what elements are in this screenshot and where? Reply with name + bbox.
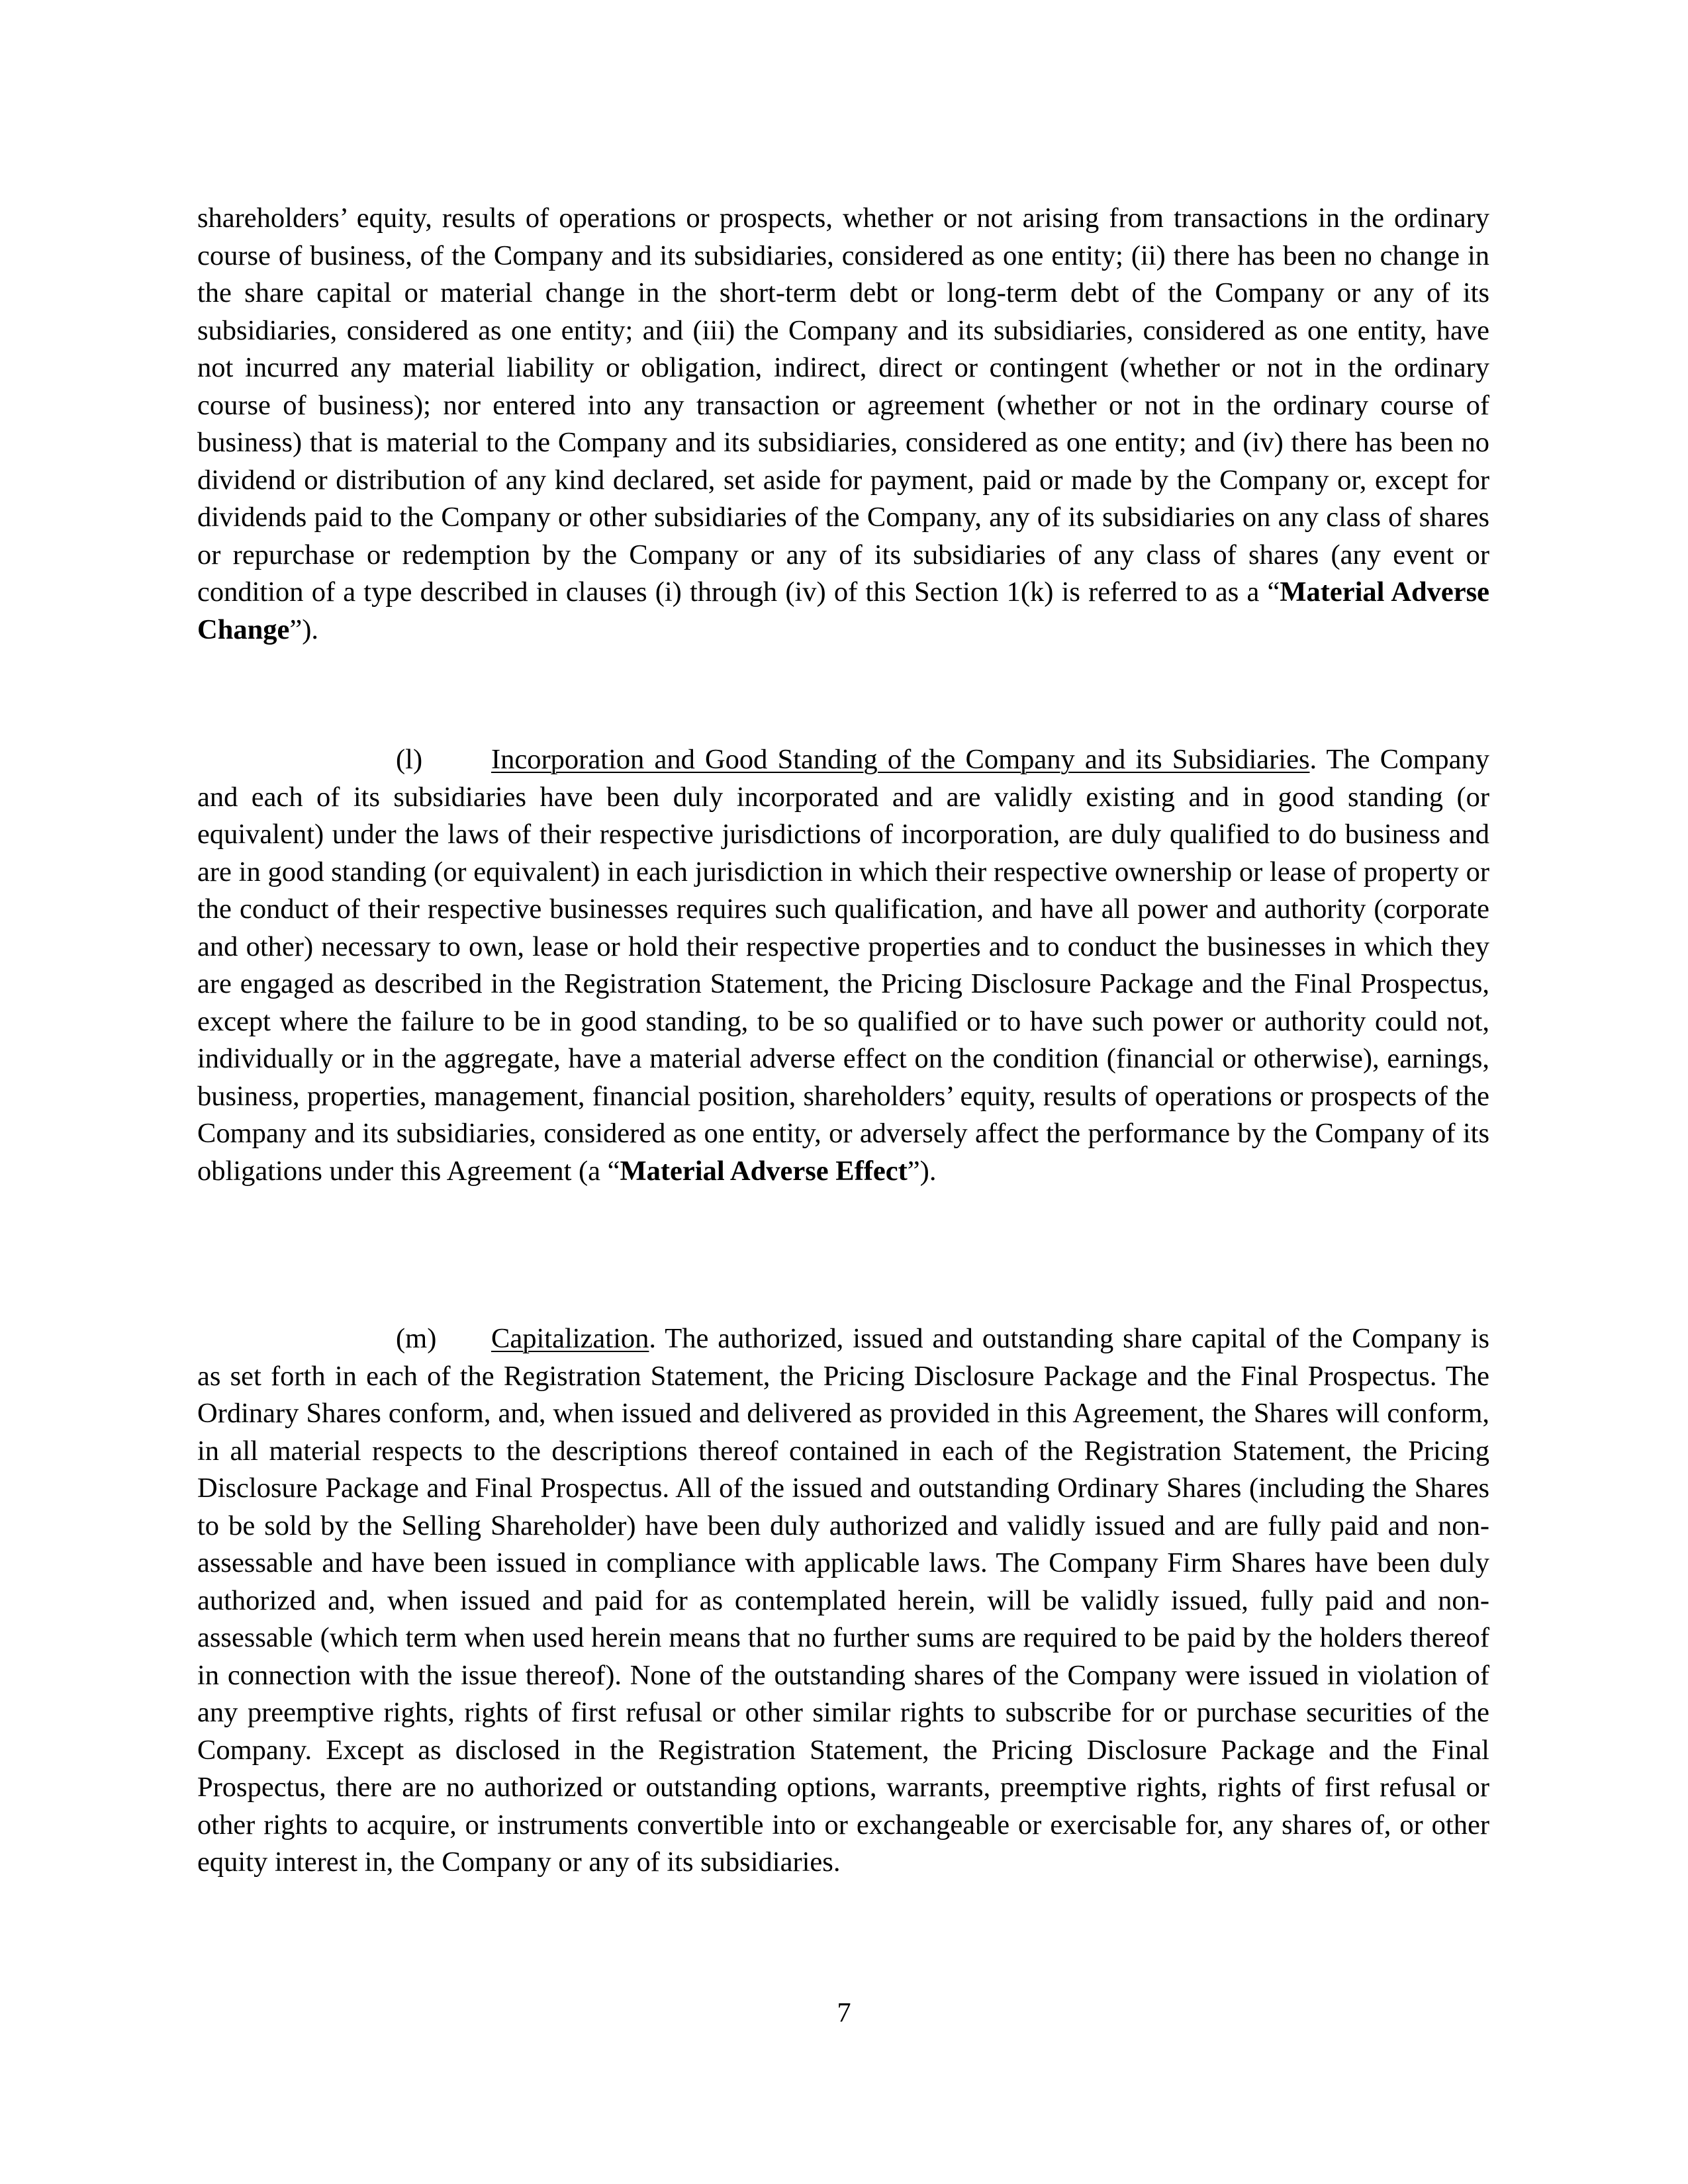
- defined-term-material-adverse-change: Material Adverse Change: [197, 576, 1489, 645]
- section-label: (m): [396, 1323, 437, 1354]
- section-m-capitalization: [197, 1320, 1489, 1882]
- paragraph-text: [197, 200, 1489, 649]
- paragraph-closing: ”).: [907, 1155, 937, 1187]
- section-heading: Incorporation and Good Standing of the Company and its Subsidiaries: [491, 744, 1310, 775]
- paragraph-body: The authorized, issued and outstanding share capital of the Company is as set forth in each of the Registration Statement, the Pricing Disclosure Package and the Final Prospectus. The Ordinary Shares conform, and, when issued and delivered as provided in this Agreement, the Shares will conform, in all material respects to the descriptions thereof contained in each of the Registration Statement, the Pricing Disclosure Package and Final Prospectus. All of the issued and outstanding Ordinary Shares (including the Shares to be sold by the Selling Shareholder) have been duly authorized and validly issued and are fully paid and non-assessable and have been issued in compliance with applicable laws. The Company Firm Shares have been duly authorized and, when issued and paid for as contemplated herein, will be validly issued, fully paid and non-assessable (which term when used herein means that no further sums are required to be paid by the holders thereof in connection with the issue thereof). None of the outstanding shares of the Company were issued in violation of any preemptive rights, rights of first refusal or other similar rights to subscribe for or purchase securities of the Company. Except as disclosed in the Registration Statement, the Pricing Disclosure Package and the Final Prospectus, there are no authorized or outstanding options, warrants, preemptive rights, rights of first refusal or other rights to acquire, or instruments convertible into or exchangeable or exercisable for, any shares of, or other equity interest in, the Company or any of its subsidiaries.: [197, 1323, 1489, 1878]
- heading-period: .: [649, 1323, 657, 1354]
- section-heading: Capitalization: [491, 1323, 649, 1354]
- paragraph-text: [197, 1320, 1489, 1882]
- paragraph-text: [197, 741, 1489, 1190]
- heading-period: .: [1309, 744, 1317, 775]
- page-number: 7: [837, 1997, 851, 2028]
- section-label: (l): [396, 744, 423, 775]
- section-l-incorporation: [197, 741, 1489, 1190]
- defined-term-material-adverse-effect: Material Adverse Effect: [620, 1155, 908, 1187]
- paragraph-body: The Company and each of its subsidiaries have been duly incorporated and are validly existing and in good standing (or equivalent) under the laws of their respective jurisdictions of incorporation, are duly qualified to do business and are in good standing (or equivalent) in each jurisdiction in which their respective ownership or lease of property or the conduct of their respective businesses requires such qualification, and have all power and authority (corporate and other) necessary to own, lease or hold their respective properties and to conduct the businesses in which they are engaged as described in the Registration Statement, the Pricing Disclosure Package and the Final Prospectus, except where the failure to be in good standing, to be so qualified or to have such power or authority could not, individually or in the aggregate, have a material adverse effect on the condition (financial or otherwise), earnings, business, properties, management, financial position, shareholders’ equity, results of operations or prospects of the Company and its subsidiaries, considered as one entity, or adversely affect the performance by the Company of its obligations under this Agreement (a “: [197, 744, 1489, 1187]
- paragraph-body: shareholders’ equity, results of operations or prospects, whether or not arising from transactions in the ordinary course of business, of the Company and its subsidiaries, considered as one entity; (ii) there has been no change in the share capital or material change in the short-term debt or long-term debt of the Company or any of its subsidiaries, considered as one entity; and (iii) the Company and its subsidiaries, considered as one entity, have not incurred any material liability or obligation, indirect, direct or contingent (whether or not in the ordinary course of business); nor entered into any transaction or agreement (whether or not in the ordinary course of business) that is material to the Company and its subsidiaries, considered as one entity; and (iv) there has been no dividend or distribution of any kind declared, set aside for payment, paid or made by the Company or, except for dividends paid to the Company or other subsidiaries of the Company, any of its subsidiaries on any class of shares or repurchase or redemption by the Company or any of its subsidiaries of any class of shares (any event or condition of a type described in clauses (i) through (iv) of this Section 1(k) is referred to as a “: [197, 203, 1489, 608]
- paragraph-k-continuation: [197, 200, 1489, 649]
- paragraph-closing: ”).: [289, 614, 318, 645]
